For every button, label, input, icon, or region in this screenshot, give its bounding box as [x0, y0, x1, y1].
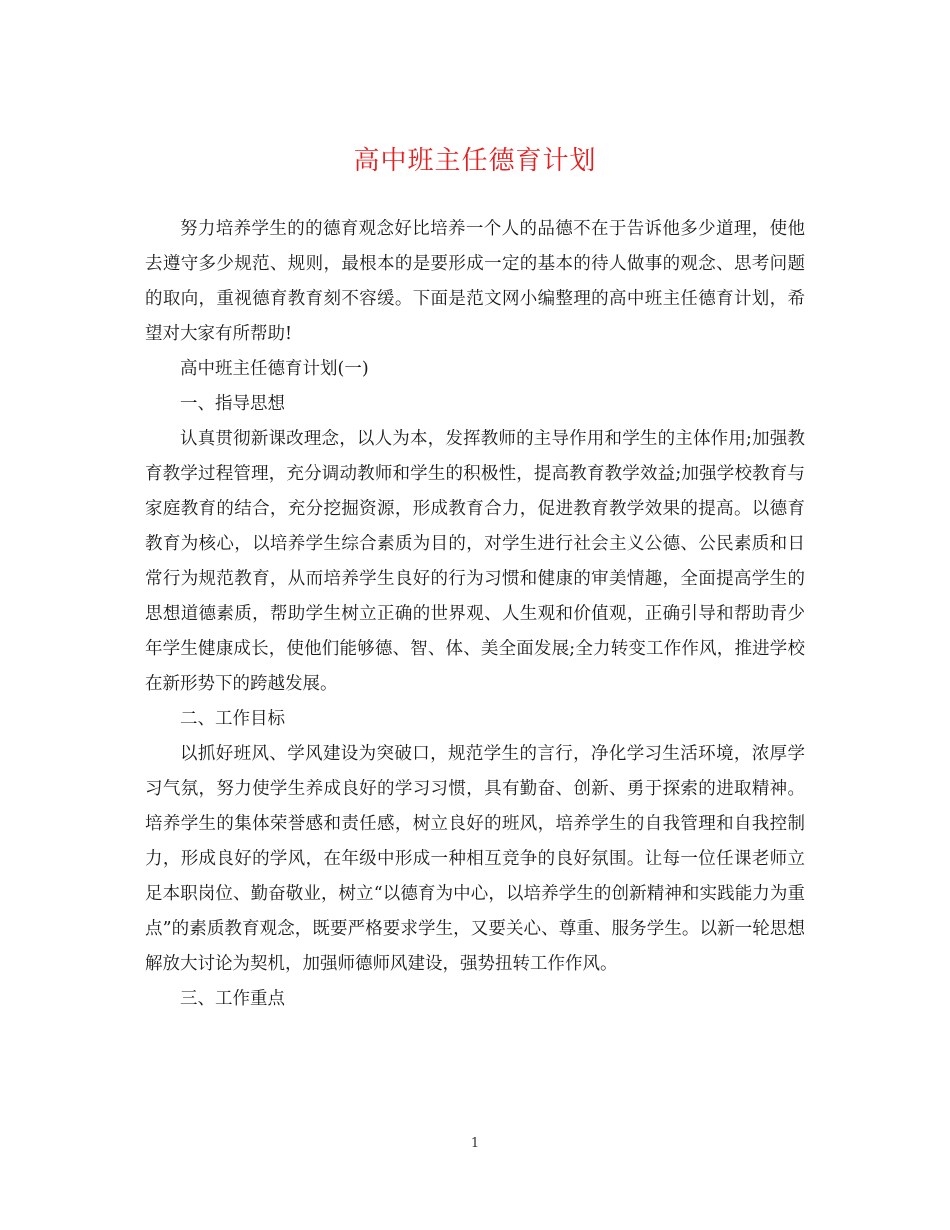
section-heading-plan-one: 高中班主任德育计划(一) [180, 359, 369, 379]
page-number: 1 [470, 1136, 480, 1151]
guiding-ideology-paragraph: 认真贯彻新课改理念，以人为本，发挥教师的主导作用和学生的主体作用;加强教育教学过程管理，充分调动教师和学生的积极性，提高教育教学效益;加强学校教育与家庭教育的结合，充分挖掘资源，形成教育合力，促进教育教学效果的提高。以德育教育为核心，以培养学生综合素质为目的，对学生进行社会主义公德、公民素质和日常行为规范教育，从而培养学生良好的行为习惯和健康的审美情趣，全面提高学生的思想道德素质，帮助学生树立正确的世界观、人生观和价值观，正确引导和帮助青少年学生健康成长，使他们能够德、智、体、美全面发展;全力转变工作作风，推进学校在新形势下的跨越发展。 [145, 429, 805, 694]
intro-paragraph: 努力培养学生的的德育观念好比培养一个人的品德不在于告诉他多少道理，使他去遵守多少规范、规则，最根本的是要形成一定的基本的待人做事的观念、思考问题的取向，重视德育教育刻不容缓。下面是范文网小编整理的高中班主任德育计划，希望对大家有所帮助! [145, 219, 805, 344]
section-heading-guiding-ideology: 一、指导思想 [180, 394, 285, 414]
document-body [145, 212, 805, 1017]
work-goals-paragraph: 以抓好班风、学风建设为突破口，规范学生的言行，净化学习生活环境，浓厚学习气氛，努力使学生养成良好的学习习惯，具有勤奋、创新、勇于探索的进取精神。培养学生的集体荣誉感和责任感，树立良好的班风，培养学生的自我管理和自我控制力，形成良好的学风，在年级中形成一种相互竞争的良好氛围。让每一位任课老师立足本职岗位、勤奋敬业，树立“以德育为中心，以培养学生的创新精神和实践能力为重点”的素质教育观念，既要严格要求学生，又要关心、尊重、服务学生。以新一轮思想解放大讨论为契机，加强师德师风建设，强势扭转工作作风。 [145, 744, 805, 974]
section-heading-work-focus: 三、工作重点 [180, 989, 285, 1009]
document-title: 高中班主任德育计划 [353, 146, 597, 176]
section-heading-work-goals: 二、工作目标 [180, 709, 285, 729]
